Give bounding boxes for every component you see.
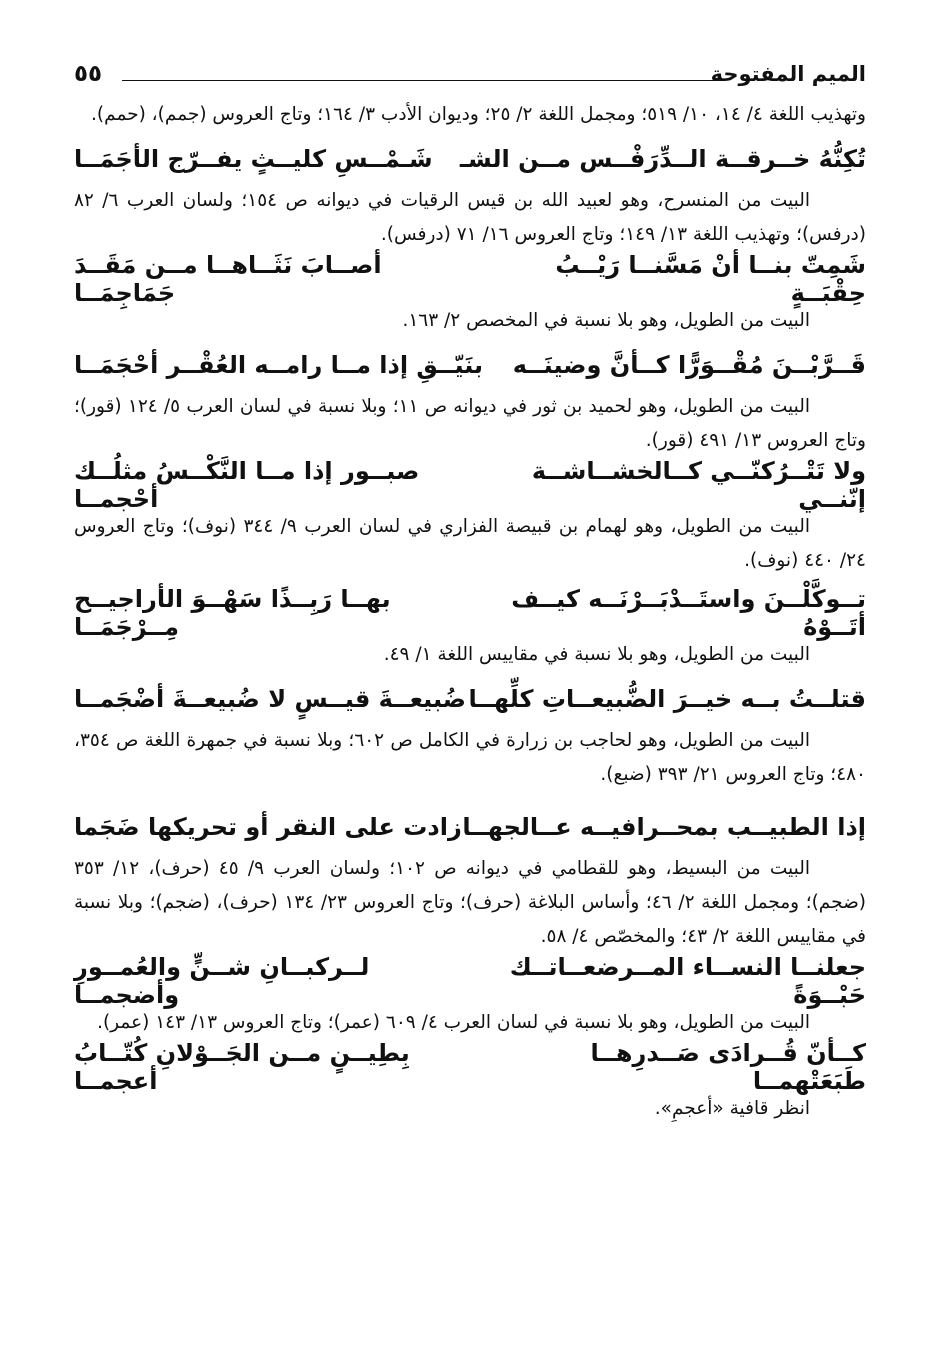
- verse-second-hemistich: ضُبيعــةَ قيــسٍ لا ضُبيعــةَ أضْجَمــا: [74, 685, 466, 713]
- reference-line: ١٣/ ١٤٣ (عمر).: [97, 1012, 218, 1033]
- verse-9-reference: [74, 1092, 866, 1126]
- verse-6: [74, 678, 866, 720]
- intro-line: وتهذيب اللغة ٤/ ١٤، ١٠/ ٥١٩؛ ومجمل اللغة ٢/ ٢٥؛ وديوان الأدب ٣/ ١٦٤؛ وتاج: [279, 104, 866, 125]
- reference-line: ٦/ ٨٢ (درفس)؛ وتهذيب اللغة ١٣/ ١٤٩؛ وتاج العروس ١٦/ ٧١ (درفس).: [74, 190, 866, 245]
- verse-3: [74, 344, 866, 386]
- reference-line: ٥/ ١٢٤ (قور)؛ وتاج العروس ١٣/ ٤٩١ (قور).: [74, 396, 866, 451]
- verse-1: [74, 138, 866, 180]
- header-rule: [122, 80, 724, 81]
- verse-first-hemistich: قتلــتُ بــه خيــرَ الضُّبيعــاتِ كلِّهــا: [468, 685, 866, 713]
- verse-first-hemistich: تُكِنُّهُ خــرقــة الــدِّرَفْــس مــن الشـ: [459, 145, 866, 173]
- verse-second-hemistich: بِطِيــنٍ مــن الجَــوْلانِ كُتّــابُ أعجمــا: [74, 1039, 410, 1095]
- verse-first-hemistich: شَمِتّ بنــا أنْ مَسَّنــا رَيْــبُ حِقْبَــةٍ: [555, 251, 866, 307]
- reference-line: ١٢/ ٣٥٣ (ضجم)؛ ومجمل اللغة ٢/ ٤٦؛ وأساس البلاغة (حرف)؛ وتاج العروس: [74, 858, 866, 913]
- verse-first-hemistich: ولا تَتْــرُكنّــي كــالخشــاشــة إنّنــي: [531, 457, 866, 513]
- verse-2: [74, 251, 866, 307]
- reference-line: اللغة ص ٣٥٤، ٤٨٠؛ وتاج العروس ٢١/ ٣٩٣ (ضبع).: [74, 730, 866, 785]
- verse-second-hemistich: صبــور إذا مــا النَّكْــسُ مثلُــك أحْجمــا: [74, 457, 420, 513]
- verse-first-hemistich: إذا الطبيــب بمحــرافيــه عــالجهــا: [462, 813, 866, 841]
- verse-3-reference: [74, 390, 866, 458]
- reference-line: البيت من البسيط، وهو للقطامي في ديوانه ص ١٠٢؛ ولسان العرب ٩/ ٤٥ (حرف)،: [148, 858, 810, 879]
- verse-second-hemistich: أصــابَ نَثَــاهــا مــن مَقَــدَ جَمَاجِمَــا: [74, 251, 382, 307]
- verse-1-reference: [74, 184, 866, 252]
- reference-line: البيت من الطويل، وهو لحاجب بن زرارة في الكامل ص ٦٠٢؛ وبلا نسبة في جمهرة: [186, 730, 810, 751]
- page-number: ٥٥: [74, 61, 103, 87]
- verse-6-reference: [74, 724, 866, 792]
- chapter-title: الميم المفتوحة: [710, 62, 866, 86]
- reference-line: البيت من الطويل، وهو لهمام بن قبيصة الفزاري في لسان العرب ٩/ ٣٤٤ (نوف)؛: [181, 516, 810, 537]
- reference-line: انظر قافية «أعجمِ».: [654, 1098, 810, 1119]
- verse-first-hemistich: كــأنّ قُــرادَى صَــدرِهــا طَبَعَتْهمــا: [590, 1039, 866, 1095]
- reference-line: وتاج العروس ٢٤/ ٤٤٠ (نوف).: [74, 516, 866, 571]
- verse-first-hemistich: قَــرَّبْــنَ مُقْــوَرًّا كــأنَّ وضينَــه: [512, 351, 866, 379]
- reference-line: البيت من الطويل، وهو بلا نسبة في المخصص ٢/ ١٦٣.: [402, 310, 810, 331]
- verse-8-reference: [74, 1006, 866, 1040]
- reference-line: البيت من الطويل، وهو بلا نسبة في لسان العرب ٤/ ٦٠٩ (عمر)؛ وتاج العروس: [222, 1012, 810, 1033]
- reference-line: البيت من الطويل، وهو لحميد بن ثور في ديوانه ص ١١؛ وبلا نسبة في لسان العرب: [186, 396, 810, 417]
- intro-line: العروس (جمم)، (حمم).: [91, 104, 274, 125]
- verse-7-reference: [74, 852, 866, 954]
- reference-line: البيت من المنسرح، وهو لعبيد الله بن قيس الرقيات في ديوانه ص ١٥٤؛ ولسان العرب: [126, 190, 810, 211]
- verse-7: [74, 806, 866, 848]
- reference-line: البيت من الطويل، وهو بلا نسبة في مقاييس اللغة ١/ ٤٩.: [383, 644, 810, 665]
- reference-line: ٢٣/ ١٣٤ (حرف)، (ضجم)؛ وبلا نسبة في مقاييس اللغة ٢/ ٤٣؛ والمخصّص ٤/ ٥٨.: [74, 892, 866, 947]
- document-page: [74, 58, 866, 1126]
- intro-reference: [74, 98, 866, 132]
- verse-2-reference: [74, 304, 866, 338]
- verse-second-hemistich: زادت على النقر أو تحريكها ضَجَما: [74, 813, 462, 841]
- verse-second-hemistich: بهــا رَبِــذًا سَهْــوَ الأراجيــح مِــرْجَمَــا: [74, 585, 391, 641]
- page-header: [74, 58, 866, 98]
- verse-5-reference: [74, 638, 866, 672]
- verse-second-hemistich: لــركبــانِ شــنٍّ والعُمــورِ وأضجمــا: [74, 953, 370, 1009]
- verse-first-hemistich: تــوكَّلْــنَ واستَــدْبَــرْنَــه كيــف أتَــوْهُ: [511, 585, 866, 641]
- verse-4: [74, 457, 866, 513]
- verse-second-hemistich: بنَيّــقِ إذا مــا رامــه العُقْــر أحْجَمَــا: [74, 351, 484, 379]
- verse-8: [74, 953, 866, 1009]
- verse-5: [74, 585, 866, 641]
- verse-9: [74, 1039, 866, 1095]
- verse-4-reference: [74, 510, 866, 578]
- verse-second-hemistich: شَـمْــسِ كليــثٍ يفــرّج الأجَمَــا: [74, 145, 433, 173]
- verse-first-hemistich: جعلنــا النســاء المــرضعــاتــك حَبْــوَةً: [509, 953, 866, 1009]
